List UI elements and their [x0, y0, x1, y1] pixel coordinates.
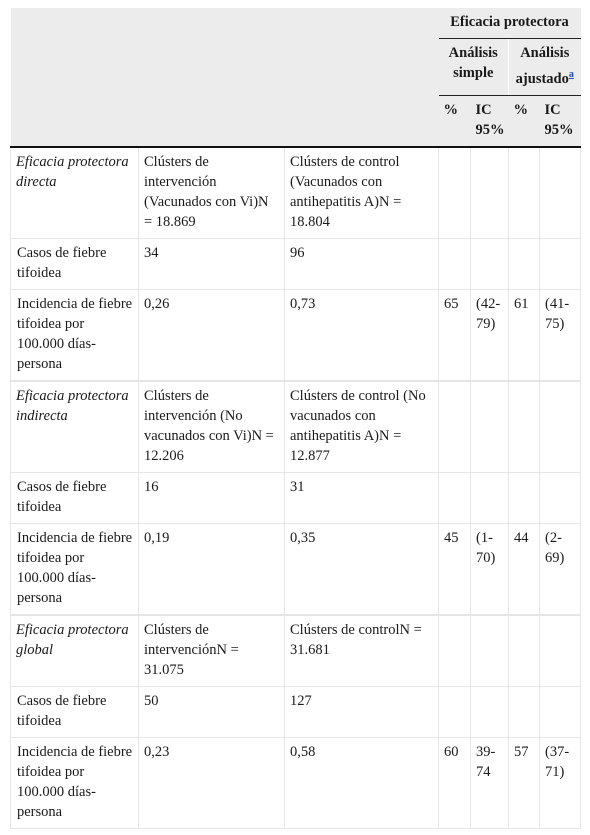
cell-pct-adjusted: [509, 472, 540, 523]
cell-ci-simple: [471, 686, 509, 737]
empty-cell: [540, 615, 581, 686]
cell-control: 0,35: [285, 523, 439, 614]
header-adjusted-label: Análisis ajustado: [515, 45, 570, 87]
empty-cell: [439, 147, 471, 239]
intervention-header: Clústers de intervenciónN = 31.075: [139, 615, 285, 686]
empty-cell: [509, 615, 540, 686]
section-title: Eficacia protectora directa: [11, 147, 139, 239]
header-pct-adjusted: %: [509, 95, 540, 147]
empty-cell: [471, 615, 509, 686]
empty-cell: [509, 147, 540, 239]
empty-cell: [439, 381, 471, 472]
section-title: Eficacia protectora indirecta: [11, 381, 139, 472]
control-header: Clústers de control (Vacunados con antihepatitis A)N = 18.804: [285, 147, 439, 239]
cell-intervention: 50: [139, 686, 285, 737]
cell-ci-simple: [471, 472, 509, 523]
control-header: Clústers de control (No vacunados con antihepatitis A)N = 12.877: [285, 381, 439, 472]
row-label: Casos de fiebre tifoidea: [11, 686, 139, 737]
empty-cell: [540, 381, 581, 472]
cell-ci-adjusted: [540, 686, 581, 737]
cell-pct-simple: 45: [439, 523, 471, 614]
cell-pct-adjusted: 44: [509, 523, 540, 614]
header-group: Eficacia protectora: [439, 8, 581, 39]
cell-ci-simple: 39-74: [471, 737, 509, 828]
cell-control: 0,58: [285, 737, 439, 828]
table-row: [11, 147, 581, 239]
cell-ci-adjusted: (37-71): [540, 737, 581, 828]
table-row: [11, 523, 581, 614]
cell-pct-adjusted: [509, 686, 540, 737]
intervention-header: Clústers de intervención (Vacunados con Vi)N = 18.869: [139, 147, 285, 239]
cell-intervention: 34: [139, 238, 285, 289]
table-row: [11, 472, 581, 523]
table-row: [11, 238, 581, 289]
cell-pct-adjusted: 57: [509, 737, 540, 828]
header-simple: Análisis simple: [439, 39, 509, 96]
cell-pct-adjusted: 61: [509, 289, 540, 380]
cell-ci-adjusted: [540, 472, 581, 523]
cell-control: 31: [285, 472, 439, 523]
footnote-link[interactable]: a: [568, 69, 574, 80]
row-label: Casos de fiebre tifoidea: [11, 238, 139, 289]
cell-ci-adjusted: [540, 238, 581, 289]
cell-intervention: 0,23: [139, 737, 285, 828]
table-row: [11, 737, 581, 828]
row-label: Casos de fiebre tifoidea: [11, 472, 139, 523]
table-row: [11, 686, 581, 737]
empty-cell: [439, 615, 471, 686]
cell-control: 127: [285, 686, 439, 737]
empty-cell: [509, 381, 540, 472]
empty-cell: [471, 147, 509, 239]
cell-control: 0,73: [285, 289, 439, 380]
section-title: Eficacia protectora global: [11, 615, 139, 686]
header-ci-simple: IC 95%: [471, 95, 509, 147]
cell-ci-adjusted: (41-75): [540, 289, 581, 380]
cell-pct-simple: [439, 472, 471, 523]
table-row: [11, 289, 581, 380]
header-adjusted: [509, 39, 581, 96]
cell-ci-adjusted: (2-69): [540, 523, 581, 614]
cell-pct-simple: 60: [439, 737, 471, 828]
table-row: [11, 381, 581, 472]
cell-intervention: 0,26: [139, 289, 285, 380]
header-ci-adjusted: IC 95%: [540, 95, 581, 147]
control-header: Clústers de controlN = 31.681: [285, 615, 439, 686]
cell-pct-simple: [439, 686, 471, 737]
empty-cell: [540, 147, 581, 239]
header-blank: [11, 8, 439, 147]
row-label: Incidencia de fiebre tifoidea por 100.000 días-persona: [11, 737, 139, 828]
intervention-header: Clústers de intervención (No vacunados con Vi)N = 12.206: [139, 381, 285, 472]
table-row: [11, 615, 581, 686]
row-label: Incidencia de fiebre tifoidea por 100.000 días-persona: [11, 289, 139, 380]
efficacy-table: [10, 8, 581, 829]
cell-intervention: 0,19: [139, 523, 285, 614]
cell-ci-simple: (1-70): [471, 523, 509, 614]
table-header: [11, 8, 581, 147]
cell-control: 96: [285, 238, 439, 289]
row-label: Incidencia de fiebre tifoidea por 100.000 días-persona: [11, 523, 139, 614]
cell-ci-simple: [471, 238, 509, 289]
empty-cell: [471, 381, 509, 472]
cell-pct-simple: [439, 238, 471, 289]
cell-ci-simple: (42-79): [471, 289, 509, 380]
header-pct-simple: %: [439, 95, 471, 147]
cell-intervention: 16: [139, 472, 285, 523]
cell-pct-adjusted: [509, 238, 540, 289]
cell-pct-simple: 65: [439, 289, 471, 380]
table-body: [11, 147, 581, 829]
